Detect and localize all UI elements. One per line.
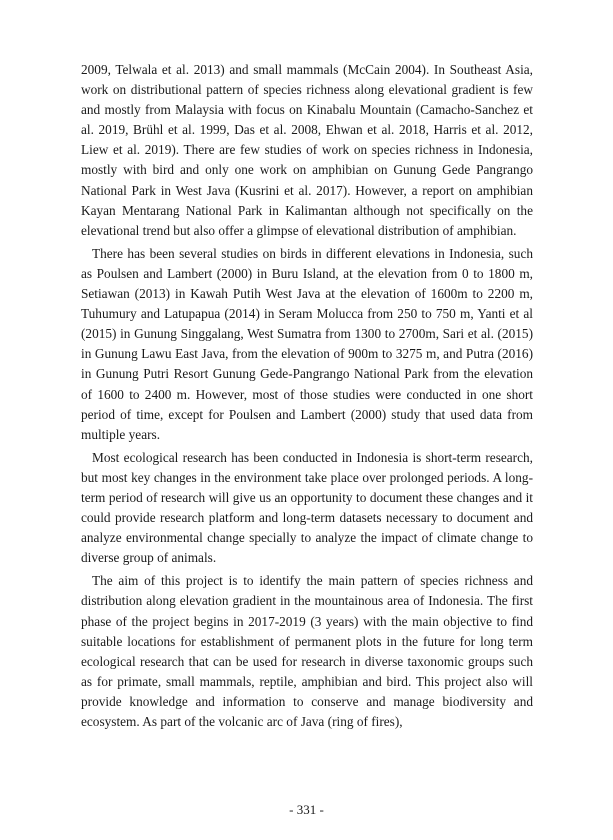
paragraph-project-aim: The aim of this project is to identify the main pattern of species richness and distribution along elevation gradient in the mountainous area of Indonesia. The first phase of the project begins in 2017-2019 (3 years) with the main objective to find suitable locations for establishment of permanent plots in the future for long term ecological research that can be used for research in diverse taxonomic groups such as for primate, small mammals, reptile, amphibian and bird. This project also will provide knowledge and information to conserve and manage biodiversity and ecosystem. As part of the volcanic arc of Java (ring of fires),	[81, 573, 533, 729]
document-body	[81, 60, 533, 735]
page-number: - 331 -	[289, 802, 324, 817]
paragraph-continuation: 2009, Telwala et al. 2013) and small mammals (McCain 2004). In Southeast Asia, work on distributional pattern of species richness along elevational gradient is few and mostly from Malaysia with focus on Kinabalu Mountain (Camacho-Sanchez et al. 2019, Brühl et al. 1999, Das et al. 2008, Ehwan et al. 2018, Harris et al. 2012, Liew et al. 2019). There are few studies of work on species richness in Indonesia, mostly with bird and only one work on amphibian on Gunung Gede Pangrango National Park in West Java (Kusrini et al. 2017). However, a report on amphibian Kayan Mentarang National Park in Kalimantan although not specifically on the elevational trend but also offer a glimpse of elevational distribution of amphibian.	[81, 62, 533, 238]
paragraph-bird-studies: There has been several studies on birds in different elevations in Indonesia, such as Poulsen and Lambert (2000) in Buru Island, at the elevation from 0 to 1800 m, Setiawan (2013) in Kawah Putih West Java at the elevation of 1600m to 2200 m, Tuhumury and Latupapua (2014) in Seram Molucca from 250 to 750 m, Yanti et al (2015) in Gunung Singgalang, West Sumatra from 1300 to 2700m, Sari et al. (2015) in Gunung Lawu East Java, from the elevation of 900m to 3275 m, and Putra (2016) in Gunung Putri Resort Gunung Gede-Pangrango National Park from the elevation of 1600 to 2400 m. However, most of those studies were conducted in one short period of time, except for Poulsen and Lambert (2000) study that used data from multiple years.	[81, 245, 533, 442]
paragraph-long-term-research: Most ecological research has been conducted in Indonesia is short-term research, but most key changes in the environment take place over prolonged periods. A long-term period of research will give us an opportunity to document these changes and it could provide research platform and long-term datasets necessary to document and analyze environmental change specially to analyze the impact of climate change to diverse group of animals.	[81, 449, 533, 566]
